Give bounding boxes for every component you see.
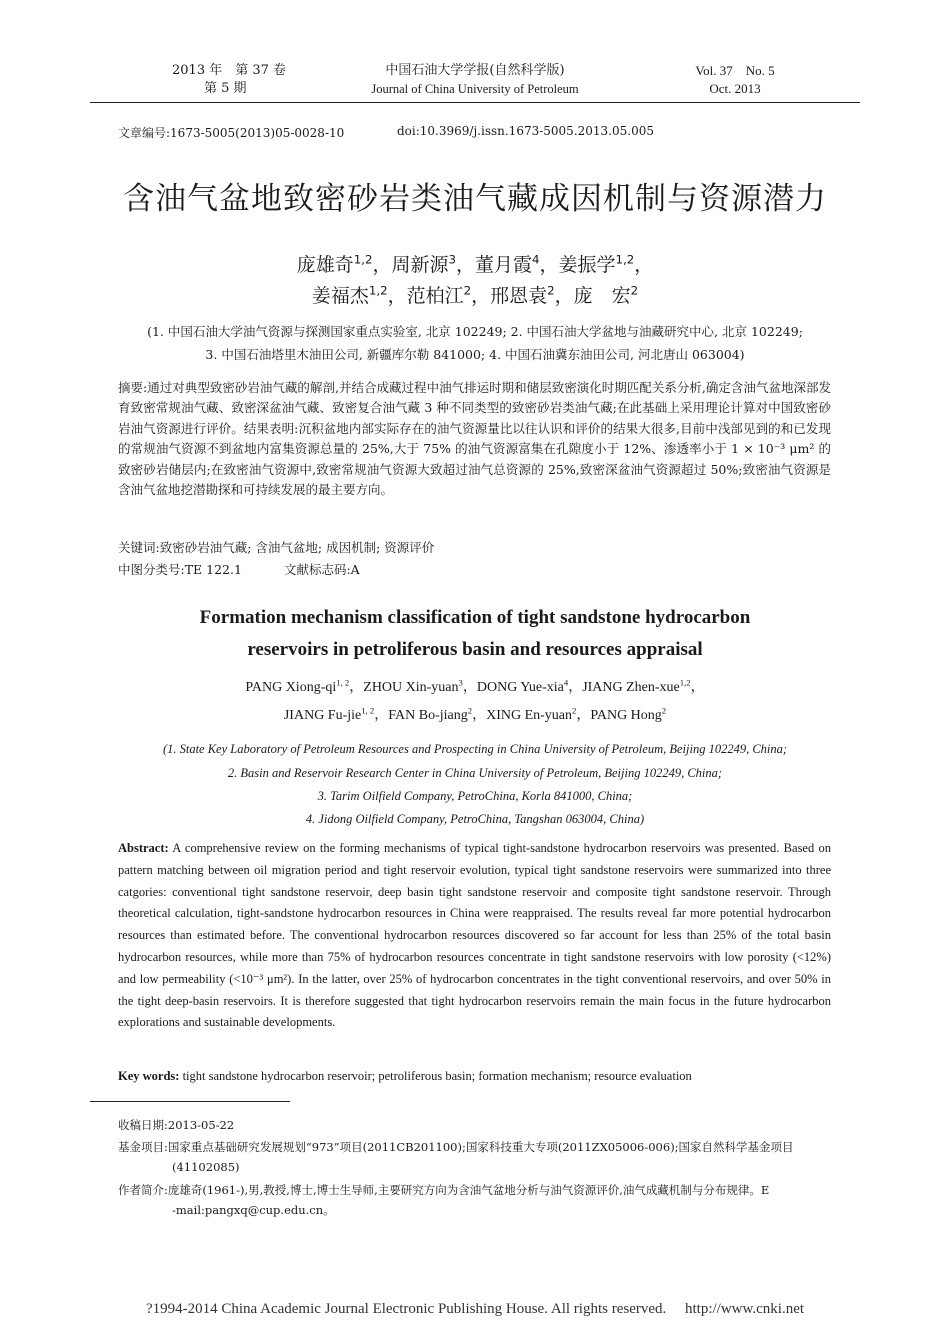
affiliation-en-4: 4. Jidong Oilfield Company, PetroChina, Tangshan 063004, China) — [305, 812, 645, 826]
fund-note-cont: (41102085) — [172, 1160, 240, 1174]
authors-cn-line2: 姜福杰$^{1,2}$，范柏江$^2$，邢恩袁$^2$，庞 宏$^2$ — [311, 283, 639, 307]
article-number: 文章编号:1673-5005(2013)05-0028-10 — [118, 126, 345, 140]
author-bio-label: 作者简介: — [118, 1183, 168, 1197]
author-name: JIANG Fu-jie — [283, 708, 362, 723]
keywords-cn-label: 关键词: — [118, 540, 160, 555]
author-name: JIANG Zhen-xue — [582, 680, 680, 695]
affiliation-en-3: 3. Tarim Oilfield Company, PetroChina, Korla 841000, China; — [317, 789, 633, 803]
authors-cn-line1: 庞雄奇$^{1,2}$，周新源$^3$，董月霞$^4$，姜振学$^{1,2}$， — [296, 252, 654, 276]
header-center — [330, 62, 620, 98]
author-bio-text-1: 庞雄奇(1961-),男,教授,博士,博士生导师,主要研究方向为含油气盆地分析与油气资源评价,油气成藏机制与分布规律。E — [167, 1183, 770, 1197]
author-name: XING En-yuan — [486, 708, 572, 723]
affiliation-en-2: 2. Basin and Reservoir Research Center in China University of Petroleum, Beijing 102249, China; — [227, 766, 723, 780]
header-rule — [90, 102, 860, 103]
author-affiliation-mark: 1,2 — [353, 252, 373, 267]
english-title-line1: Formation mechanism classification of tight sandstone hydrocarbon — [199, 607, 751, 628]
english-title-line2: reservoirs in petroliferous basin and resources appraisal — [247, 639, 703, 660]
author-name: 邢恩袁 — [490, 285, 548, 307]
author-bio-cont: -mail:pangxq@cup.edu.cn。 — [172, 1203, 335, 1217]
fund-label: 基金项目: — [118, 1140, 168, 1154]
fund-note — [118, 1137, 868, 1157]
author-affiliation-mark: 3 — [458, 677, 463, 688]
author-affiliation-mark: 1,2 — [615, 252, 635, 267]
authors-en-line1: PANG Xiong-qi$^{1, 2}$，ZHOU Xin-yuan$^3$，DONG Yue-xia$^4$，JIANG Zhen-xue$^{1,2}$， — [245, 677, 705, 695]
class-value: TE 122.1 — [184, 562, 242, 577]
keywords-en-text: tight sandstone hydrocarbon reservoir; petroliferous basin; formation mechanism; resource evaluation — [182, 1069, 692, 1083]
author-name: 周新源 — [391, 254, 449, 276]
author-bio — [118, 1180, 868, 1200]
classification-line — [118, 560, 831, 580]
copyright-footer: ?1994-2014 China Academic Journal Electronic Publishing House. All rights reserved. http://www.cnki.net — [145, 1301, 805, 1317]
author-affiliation-mark: 4 — [563, 677, 569, 688]
author-affiliation-mark: 1, 2 — [361, 705, 375, 716]
author-name: 庞雄奇 — [296, 254, 354, 276]
author-name: 姜振学 — [558, 254, 616, 276]
volume-number: Vol. 37 No. 5 — [695, 63, 775, 78]
doc-code-value: A — [350, 562, 360, 577]
keywords-cn — [118, 538, 831, 558]
author-affiliation-mark: 2 — [661, 705, 667, 716]
header-year-volume: 2013 年 第 37 卷 — [172, 63, 287, 78]
affiliations-cn-line2: 3. 中国石油塔里木油田公司, 新疆库尔勒 841000; 4. 中国石油冀东油田公司, 河北唐山 063004) — [205, 347, 745, 362]
issue-date: Oct. 2013 — [709, 81, 761, 96]
abstract-en-text: A comprehensive review on the forming mechanisms of typical tight-sandstone hydrocarbon reservoirs was presented. Based on pattern matching between oil migration period and tight reservoir evolution, typical tight sandstone reservoirs were summarized into three catgories: conventional tight sandstone reservoir, deep basin tight sandstone reservoir and composite tight sandstone reservoir. Through theoretical calculation, tight-sandstone hydrocarbon resources in China were reappraised. The results reveal far more potential hydrocarbon resources than estimated before. The conventional hydrocarbon resources discovered so far account for less than 25% of the total basin hydrocarbon resources, while more than 75% of hydrocarbon resources concentrate in tight sandstone reservoirs with low porosity (<12%) and low permeability (<10⁻³ μm²). In the latter, over 25% of hydrocarbon concentrates in the tight conventional reservoirs, and over 50% in the tight deep-basin reservoirs. It is therefore suggested that tight hydrocarbon reservoirs remain the main focus in the future hydrocarbon explorations and sustainable developments. — [118, 841, 831, 1030]
author-affiliation-mark: 2 — [630, 283, 639, 298]
abstract-cn-label: 摘要: — [118, 380, 148, 395]
english-title — [0, 602, 950, 666]
journal-name-en: Journal of China University of Petroleum — [371, 82, 579, 96]
header-issue: 第 5 期 — [204, 81, 247, 96]
author-affiliation-mark: 1, 2 — [336, 677, 350, 688]
page-title: 含油气盆地致密砂岩类油气藏成因机制与资源潜力 — [123, 181, 827, 217]
class-label: 中图分类号: — [118, 562, 185, 577]
affiliations-cn-line1: (1. 中国石油大学油气资源与探测国家重点实验室, 北京 102249; 2. 中国石油大学盆地与油藏研究中心, 北京 102249; — [147, 324, 803, 339]
author-affiliation-mark: 2 — [463, 283, 472, 298]
doc-code-label: 文献标志码: — [283, 562, 351, 577]
author-name: PANG Hong — [590, 708, 662, 723]
author-name: 范柏江 — [406, 285, 464, 307]
doi: doi:10.3969/j.issn.1673-5005.2013.05.005 — [397, 124, 654, 138]
author-name: 董月霞 — [475, 254, 533, 276]
author-affiliation-mark: 3 — [448, 252, 456, 267]
author-affiliation-mark: 2 — [572, 705, 577, 716]
journal-name-cn: 中国石油大学学报(自然科学版) — [385, 63, 565, 78]
author-name: DONG Yue-xia — [476, 680, 564, 695]
abstract-cn — [118, 378, 831, 500]
header-right — [680, 62, 790, 98]
keywords-cn-text: 致密砂岩油气藏; 含油气盆地; 成因机制; 资源评价 — [159, 540, 435, 555]
header-left — [172, 62, 312, 98]
footnote-rule — [90, 1101, 290, 1102]
author-affiliation-mark: 2 — [547, 283, 555, 298]
author-affiliation-mark: 1,2 — [679, 677, 691, 688]
author-affiliation-mark: 1,2 — [368, 283, 388, 298]
author-affiliation-mark: 4 — [532, 252, 540, 267]
affiliation-en-1: (1. State Key Laboratory of Petroleum Resources and Prospecting in China University of Petroleum, Beijing 102249, China; — [162, 742, 788, 756]
author-name: 庞 宏 — [573, 285, 631, 307]
received-date: 收稿日期:2013-05-22 — [118, 1118, 235, 1132]
keywords-en-label: Key words: — [118, 1069, 180, 1083]
author-name: 姜福杰 — [311, 285, 369, 307]
author-name: PANG Xiong-qi — [245, 680, 337, 695]
author-name: ZHOU Xin-yuan — [363, 680, 459, 695]
abstract-en — [118, 838, 831, 1034]
author-affiliation-mark: 2 — [467, 705, 473, 716]
abstract-cn-text: 通过对典型致密砂岩油气藏的解剖,并结合成藏过程中油气排运时期和储层致密演化时期匹配关系分析,确定含油气盆地深部发育致密常规油气藏、致密深盆油气藏、致密复合油气藏 3 种不同类型的致密砂岩类油气藏;在此基础上采用理论计算对中国致密砂岩油气资源进行评价。结果表明:沉积盆地内部实际存在的油气资源量比以往认识和评价的结果大很多,目前中浅部见到的和已发现的常规油气资源不到盆地内富集资源总量的 25%,大于 75% 的油气资源富集在孔隙度小于 12%、渗透率小于 1 × 10⁻³ μm² 的致密砂岩储层内;在致密油气资源中,致密常规油气资源大致超过油气总资源的 25%,致密深盆油气资源超过 50%;致密油气资源是含油气盆地挖潜勘探和可持续发展的最主要方向。 — [118, 380, 831, 498]
authors-en-line2: JIANG Fu-jie$^{1, 2}$，FAN Bo-jiang$^2$，XING En-yuan$^2$，PANG Hong$^2$ — [283, 705, 667, 723]
keywords-en — [118, 1066, 831, 1088]
fund-text-1: 国家重点基础研究发展规划“973”项目(2011CB201100);国家科技重大专项(2011ZX05006-006);国家自然科学基金项目 — [167, 1140, 794, 1154]
abstract-en-label: Abstract: — [118, 841, 169, 855]
author-name: FAN Bo-jiang — [388, 708, 468, 723]
